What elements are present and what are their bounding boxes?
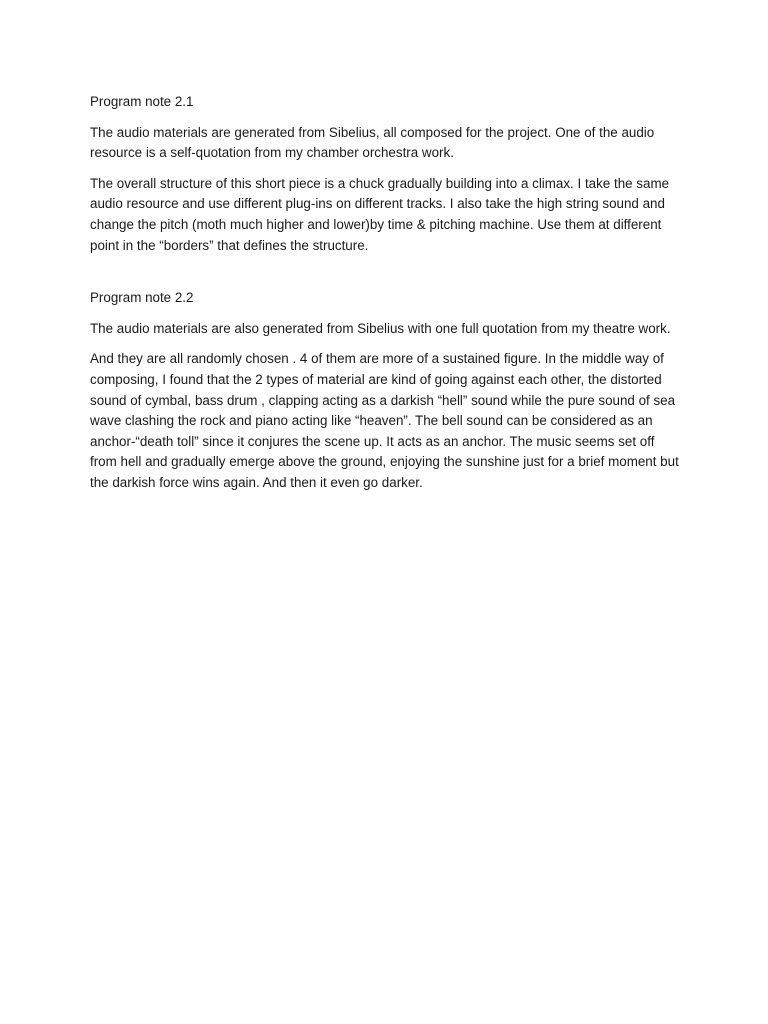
section-heading: Program note 2.2: [90, 290, 194, 306]
program-note-2-1: [90, 92, 680, 256]
paragraph: The audio materials are generated from Sibelius, all composed for the project. One of the audio resource is a self-quotation from my chamber orchestra work.: [90, 124, 655, 161]
document-body: [90, 92, 680, 504]
section-heading: Program note 2.1: [90, 94, 194, 109]
paragraph: The audio materials are also generated from Sibelius with one full quotation from my theatre work.: [90, 320, 671, 336]
paragraph: The overall structure of this short piece is a chuck gradually building into a climax. I take the same audio resource and use different plug-ins on different tracks. I also take the high string sound and change the pitch (moth much higher and lower)by time & pitching machine. Use them at different point in the “borders” that defines the structure.: [90, 175, 670, 253]
program-note-2-2: [90, 288, 680, 493]
paragraph: And they are all randomly chosen . 4 of them are more of a sustained figure. In the middle way of composing, I found that the 2 types of material are kind of going against each other, the distorted sound of cymbal, bass drum , clapping acting as a darkish “hell” sound while the pure sound of sea wave clashing the rock and piano acting like “heaven”. The bell sound can be considered as an anchor-“death toll” since it conjures the scene up. It acts as an anchor. The music seems set off from hell and gradually emerge above the ground, enjoying the sunshine just for a brief moment but the darkish force wins again. And then it even go darker.: [90, 351, 679, 490]
